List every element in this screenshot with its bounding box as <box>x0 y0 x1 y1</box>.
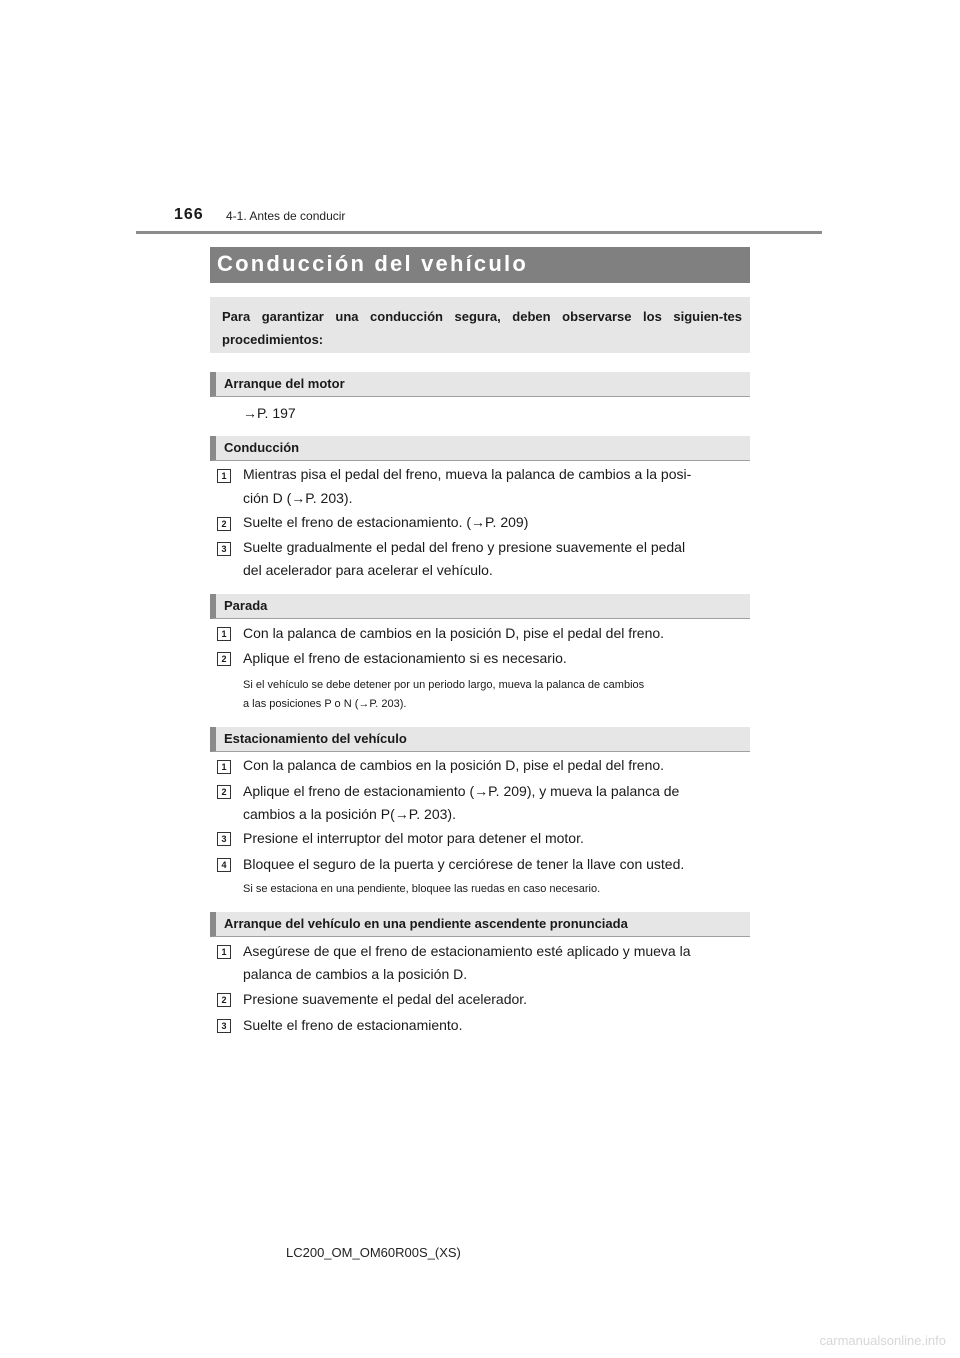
step-number: 3 <box>217 832 231 846</box>
step-text: Suelte el freno de estacionamiento. (→P. 209) <box>243 514 529 530</box>
subheading-text: Estacionamiento del vehículo <box>224 731 407 746</box>
step-number: 2 <box>217 993 231 1007</box>
step-number: 1 <box>217 627 231 641</box>
section-breadcrumb: 4-1. Antes de conducir <box>226 209 346 223</box>
step-text: Presione el interruptor del motor para detener el motor. <box>243 830 584 846</box>
step-text: Suelte el freno de estacionamiento. <box>243 1017 463 1033</box>
note-text: Si el vehículo se debe detener por un periodo largo, mueva la palanca de cambios <box>243 679 645 691</box>
note-text: Si se estaciona en una pendiente, bloquee las ruedas en caso necesario. <box>243 883 601 895</box>
subheading-arranque <box>210 372 750 397</box>
subheading-text: Conducción <box>224 440 300 455</box>
step-text: ción D (→P. 203). <box>243 490 353 506</box>
intro-box <box>210 297 750 353</box>
step-text: Presione suavemente el pedal del acelerador. <box>243 991 528 1007</box>
step-text: Aplique el freno de estacionamiento si es necesario. <box>243 650 567 666</box>
step-number: 3 <box>217 1019 231 1033</box>
site-watermark: carmanualsonline.info <box>819 1333 946 1348</box>
step-text: cambios a la posición P(→P. 203). <box>243 806 456 822</box>
step-text: Bloquee el seguro de la puerta y cerciórese de tener la llave con usted. <box>243 856 685 872</box>
subheading-text: Arranque del motor <box>224 376 345 391</box>
intro-text: Para garantizar una conducción segura, deben observarse los siguien-tes procedimientos: <box>222 309 742 347</box>
step-text: del acelerador para acelerar el vehículo. <box>243 562 493 578</box>
step-text: palanca de cambios a la posición D. <box>243 966 468 982</box>
step-text: Con la palanca de cambios en la posición D, pise el pedal del freno. <box>243 625 665 641</box>
header-divider <box>136 231 822 234</box>
step-text: Suelte gradualmente el pedal del freno y presione suavemente el pedal <box>243 539 686 555</box>
subheading-text: Parada <box>224 598 268 613</box>
step-number: 2 <box>217 517 231 531</box>
step-number: 3 <box>217 542 231 556</box>
page-reference-link[interactable]: →P. 197 <box>243 405 296 421</box>
document-code-footer: LC200_OM_OM60R00S_(XS) <box>286 1245 461 1260</box>
step-text: Mientras pisa el pedal del freno, mueva la palanca de cambios a la posi- <box>243 466 692 482</box>
subheading-parada <box>210 594 750 619</box>
subheading-pendiente <box>210 912 750 937</box>
step-number: 2 <box>217 652 231 666</box>
subheading-estacionamiento <box>210 727 750 752</box>
step-number: 2 <box>217 785 231 799</box>
step-number: 1 <box>217 760 231 774</box>
step-number: 1 <box>217 469 231 483</box>
subheading-text: Arranque del vehículo en una pendiente ascendente pronunciada <box>224 916 628 931</box>
step-text: Con la palanca de cambios en la posición D, pise el pedal del freno. <box>243 757 665 773</box>
page-title-bar <box>210 247 750 283</box>
step-number: 4 <box>217 858 231 872</box>
page-number: 166 <box>174 206 204 223</box>
subheading-conduccion <box>210 436 750 461</box>
step-number: 1 <box>217 945 231 959</box>
step-text: Aplique el freno de estacionamiento (→P. 209), y mueva la palanca de <box>243 783 680 799</box>
page-title: Conducción del vehículo <box>217 251 528 276</box>
step-text: Asegúrese de que el freno de estacionamiento esté aplicado y mueva la <box>243 943 691 959</box>
note-text: a las posiciones P o N (→P. 203). <box>243 698 407 710</box>
